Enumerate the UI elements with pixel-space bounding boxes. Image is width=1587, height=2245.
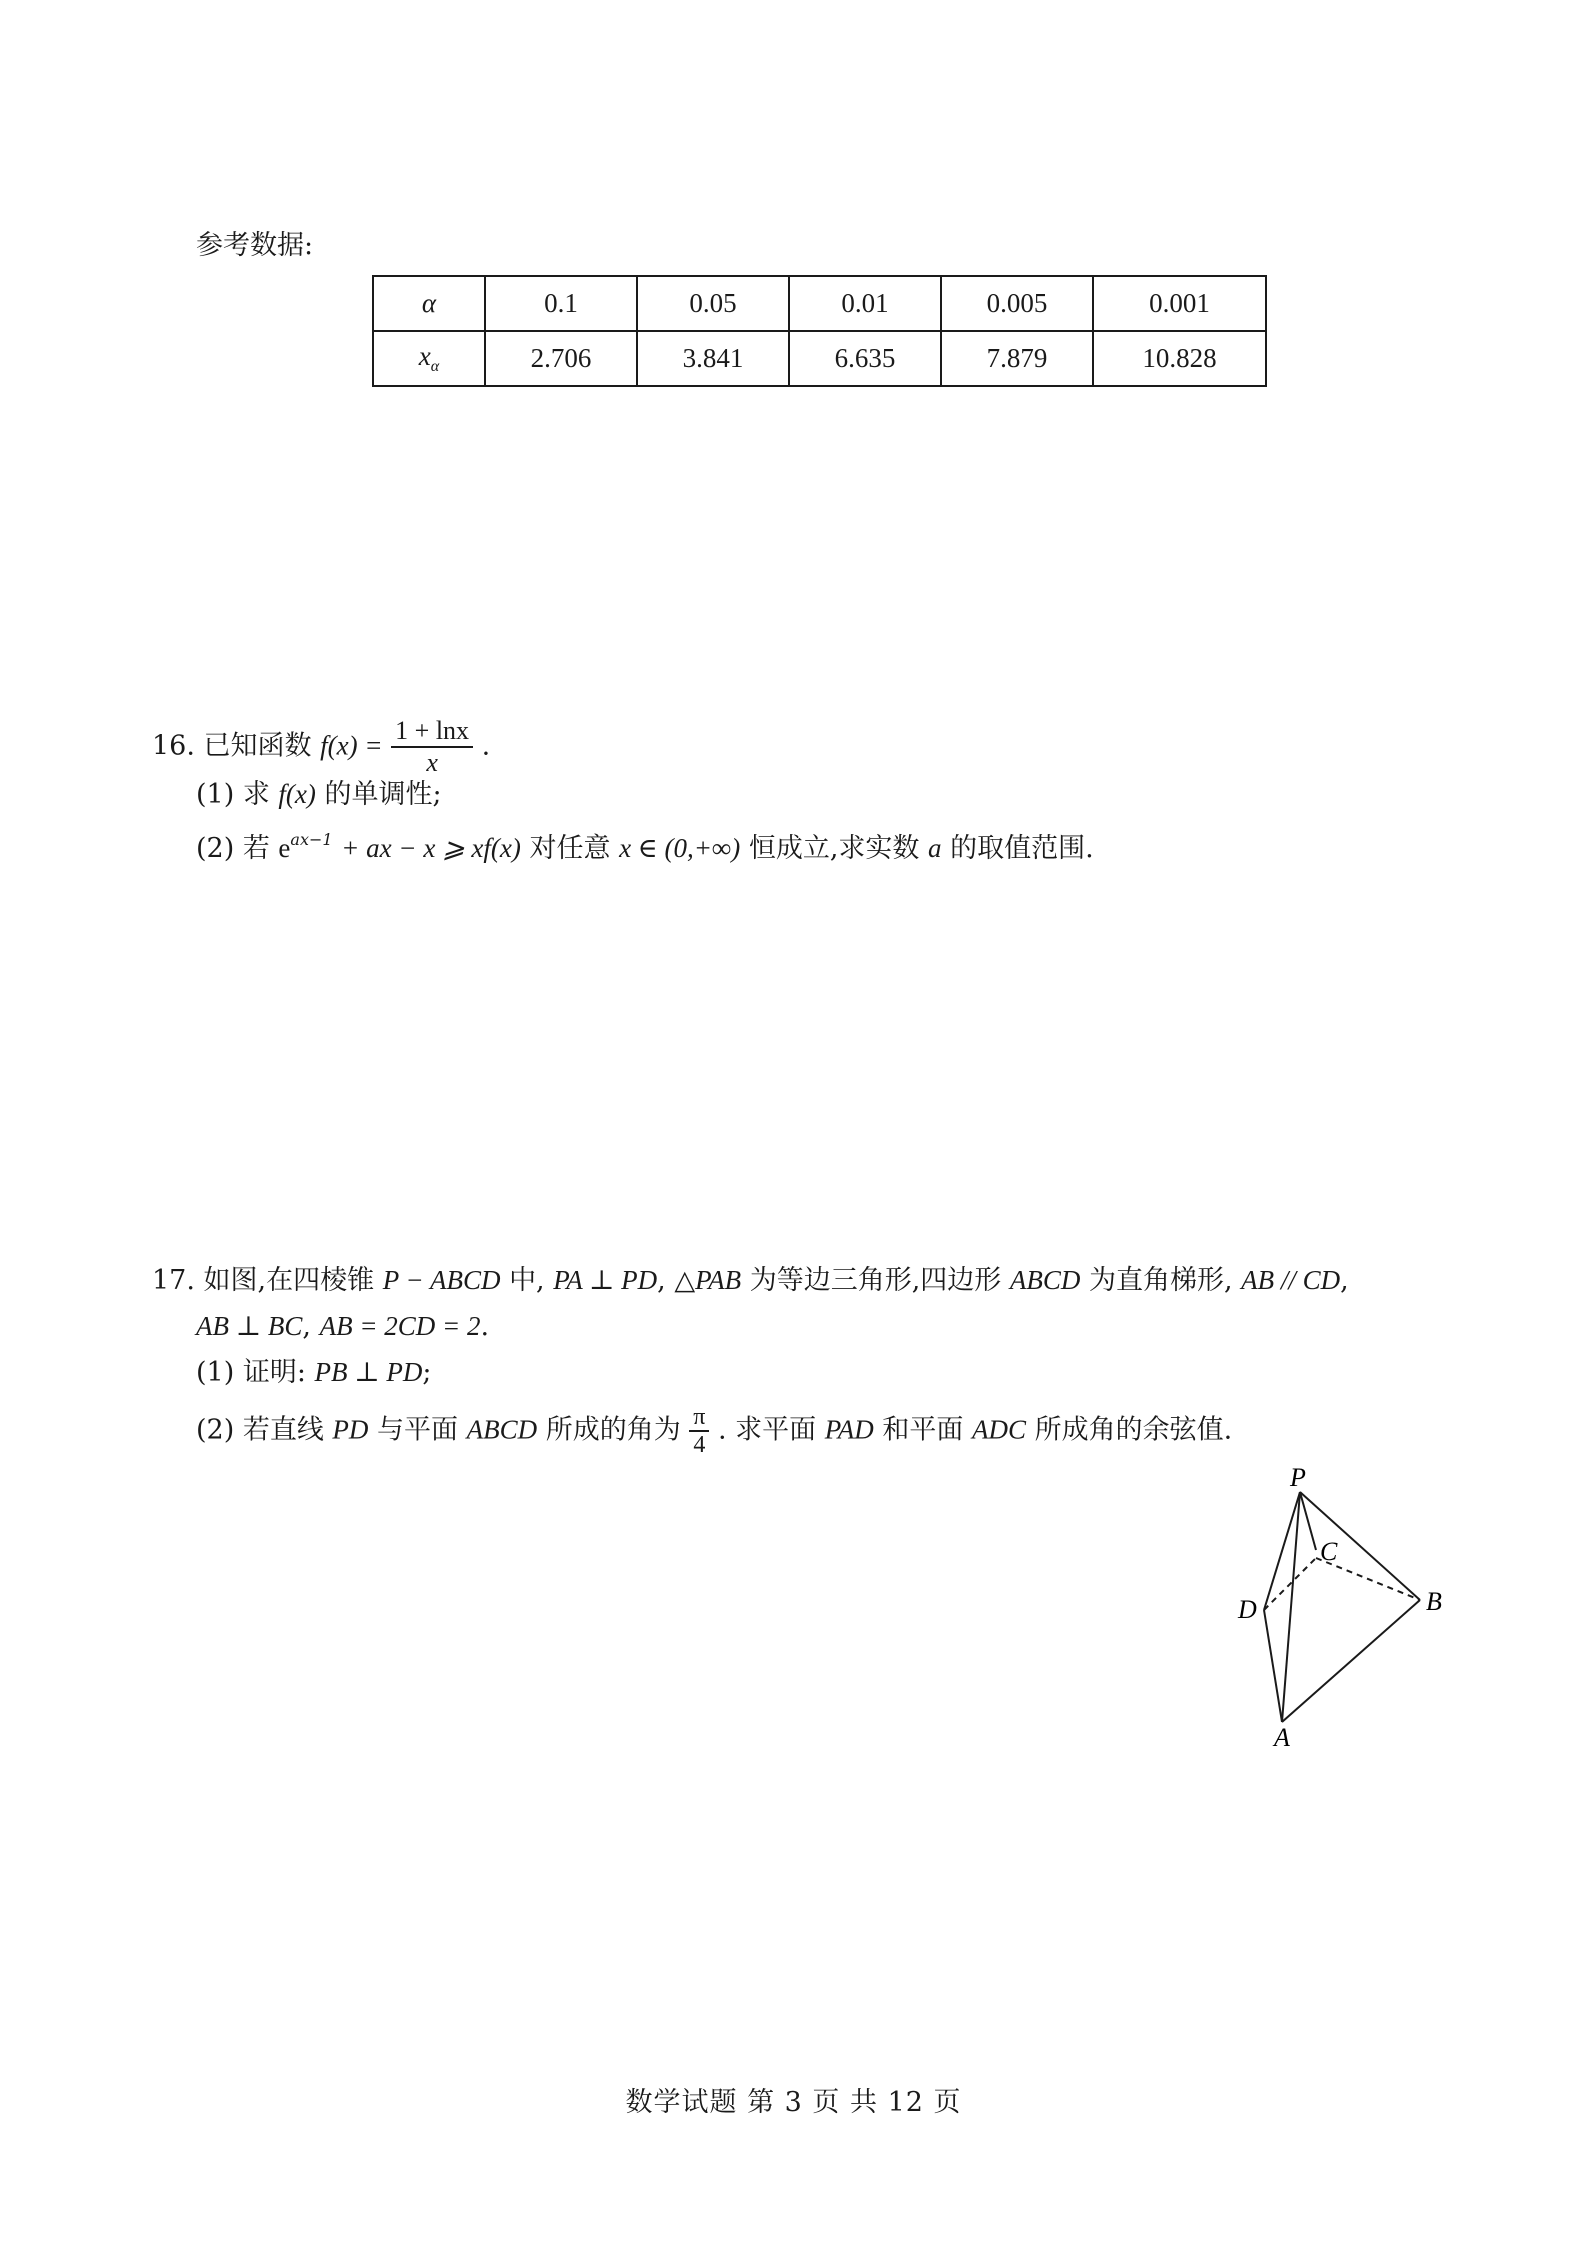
q17-intro: 如图,在四棱锥 [203,1265,375,1296]
q17-cosine: 所成角的余弦值. [1034,1414,1233,1446]
q17-part2-text: (2) 若直线 [196,1414,324,1446]
q17-pb-perp-pd: PB ⊥ PD [314,1357,423,1387]
q17-trapezoid: 为直角梯形, [1088,1265,1233,1296]
q17-pd: PD [332,1414,369,1445]
q17-find-plane: . 求平面 [718,1414,817,1446]
label-a: A [1274,1723,1290,1750]
label-c: C [1320,1537,1338,1566]
table-cell: 0.001 [1093,276,1266,331]
q17-part1-text: (1) 证明: [196,1357,306,1388]
q16-line1 [152,716,490,778]
q16-part2-text: (2) 若 [196,833,270,864]
q17-quad: ABCD [1009,1265,1081,1295]
pyramid-figure [1220,1460,1460,1750]
comma: , [1340,1265,1349,1296]
table-header-alpha: α [373,276,485,331]
edge-pb [1300,1492,1420,1600]
table-cell: 0.005 [941,276,1093,331]
q16-part2-for-all: 对任意 [529,833,611,864]
q16-exp-base: e [278,833,291,863]
table-cell: 2.706 [485,331,637,386]
q17-ab-perp-bc: AB ⊥ BC [196,1311,303,1341]
table-cell: 0.05 [637,276,789,331]
label-p: P [1290,1463,1306,1492]
q17-pa-perp-pd: PA ⊥ PD [553,1265,658,1295]
q17-line1 [152,1262,1349,1299]
q16-part2 [196,822,1094,867]
q16-func: f(x) = [320,730,383,761]
reference-label: 参考数据: [196,230,314,261]
q17-part2 [196,1404,1232,1458]
table-row [373,331,1266,386]
edge-da [1264,1610,1282,1722]
page-footer: 数学试题 第 3 页 共 12 页 [625,2087,962,2118]
q16-part1 [196,776,442,813]
label-d: D [1238,1595,1257,1624]
q17-angle-is: 所成的角为 [545,1414,681,1446]
q16-part2-const: 恒成立,求实数 [748,833,920,864]
q16-inequality: + ax − x ⩾ xf(x) [341,833,521,863]
q16-intro: 已知函数 [203,730,312,762]
reference-table [372,275,1267,387]
semicolon: ; [422,1357,432,1388]
q17-triangle: △PAB [674,1265,742,1295]
period: . [480,1311,490,1342]
table-cell: 3.841 [637,331,789,386]
q17-part1 [196,1354,432,1391]
q17-parallel: AB // CD [1241,1265,1341,1295]
comma: , [302,1311,311,1342]
table-header-x-alpha [373,331,485,386]
table-cell: 10.828 [1093,331,1266,386]
table-cell: 6.635 [789,331,941,386]
q17-pad: PAD [824,1414,874,1445]
q16-numerator: 1 + lnx [391,716,473,748]
q17-pyramid: P − ABCD [382,1265,501,1295]
q16-fraction [391,716,473,778]
q17-four: 4 [693,1432,706,1458]
q17-number: 17. [152,1265,195,1296]
q16-domain: x ∈ (0,+∞) [619,833,741,863]
q17-and-plane2: 和平面 [882,1414,964,1446]
q17-adc: ADC [971,1414,1026,1445]
q16-period: . [481,730,491,762]
q16-number: 16. [152,730,195,762]
table-cell: 0.01 [789,276,941,331]
table-cell: 7.879 [941,331,1093,386]
q16-part1-tail: 的单调性; [324,779,442,810]
q17-length-eq: AB = 2CD = 2 [319,1311,481,1341]
label-b: B [1426,1587,1442,1616]
q17-equilateral: 为等边三角形,四边形 [749,1265,1002,1296]
alpha-subscript: α [430,358,440,375]
q17-line2 [196,1308,489,1345]
q17-in: 中, [509,1265,545,1296]
edge-pc [1300,1492,1316,1550]
q16-exponent: ax−1 [290,830,333,849]
q17-abcd: ABCD [466,1414,538,1445]
edge-pa [1282,1492,1300,1722]
comma: , [657,1265,666,1296]
edge-ab [1282,1600,1420,1722]
q17-pi: π [689,1404,709,1432]
q17-pi-over-4 [689,1404,709,1458]
q16-denominator: x [426,748,438,777]
x-symbol: x [418,341,431,371]
table-row [373,276,1266,331]
q16-var-a: a [928,833,942,863]
q17-and-plane: 与平面 [377,1414,459,1446]
table-cell: 0.1 [485,276,637,331]
q16-part1-text: (1) 求 [196,779,270,810]
q16-part1-func: f(x) [278,779,316,809]
q16-part2-tail: 的取值范围. [950,833,1094,864]
